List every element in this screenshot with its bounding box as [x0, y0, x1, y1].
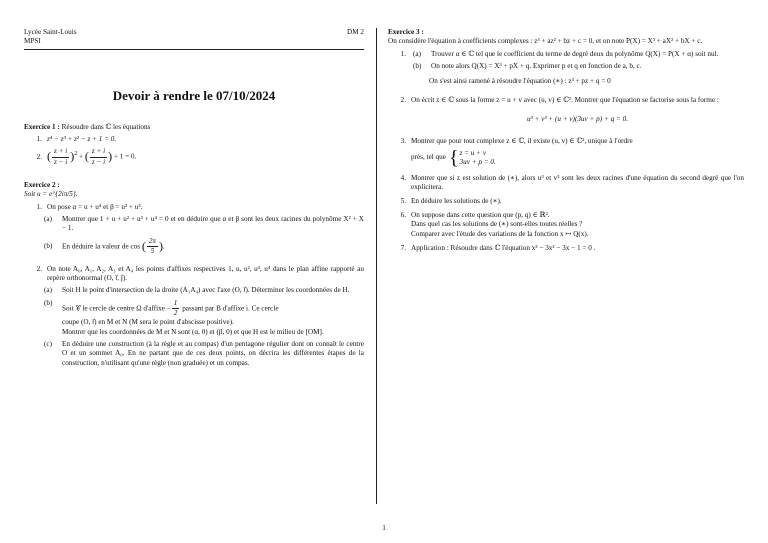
question-number: 7.	[400, 244, 406, 253]
exercise-3-question-2	[388, 96, 744, 131]
subquestion-text: On note alors Q(X) = X³ + pX + q. Exprimer p et q en fonction de a, b, c.	[431, 62, 642, 71]
subquestion-text-line-1: Soit 𝒞 le cercle de centre Ω d'affixe −	[62, 304, 171, 313]
school-name: Lycée Saint-Louis	[24, 28, 77, 36]
question-number: 4.	[400, 173, 406, 182]
left-column	[24, 28, 364, 368]
question-text: Montrer que si z est solution de (∗), alors u³ et v³ sont les deux racines d'une équation du second degré que l'on explicitera.	[411, 173, 744, 192]
system-line-2: 3uv + p = 0.	[459, 157, 496, 166]
exercise-3-question-1-note: On s'est ainsi ramené à résoudre l'équation (∗) : z³ + pz + q = 0	[429, 77, 611, 86]
exercise-3-question-3	[388, 137, 744, 168]
subquestion-text: Montrer que 1 + u + u² + u³ + u⁴ = 0 et en déduire que α et β sont les deux racines du polynôme X² + X − 1.	[62, 215, 364, 233]
exercise-1-question-1	[24, 135, 364, 144]
subquestion-text-line-1b: passant par B d'affixe i. Ce cercle	[182, 304, 279, 313]
exercise-2-question-2c	[42, 340, 364, 368]
question-number: 2.	[36, 264, 42, 273]
question-text-line-2: Dans quel cas les solutions de (∗) sont-elles toutes réelles ?	[411, 220, 583, 229]
exercise-1-heading: Exercice 1 :	[24, 122, 60, 131]
fraction-denominator: z − i	[91, 157, 106, 166]
fraction-numerator: 1	[172, 299, 180, 309]
exercise-2-question-1b: (b) En déduire la valeur de cos ( $\frac{2\pi}{5}$ ).	[44, 236, 165, 256]
subquestion-label: (b)	[44, 298, 53, 307]
fraction-numerator: 2π	[147, 237, 158, 247]
exercise-3-question-5	[388, 197, 744, 206]
exercise-1-intro: Résoudre dans ℂ les équations	[61, 122, 151, 131]
exercise-3-question-4	[388, 174, 744, 193]
dm-label: DM 2	[347, 28, 364, 36]
subquestion-label: (a)	[44, 215, 52, 224]
header-row-1	[24, 28, 364, 37]
exercise-3-question-1	[388, 50, 744, 87]
fraction	[147, 237, 158, 257]
exercise-3-question-1a	[411, 50, 744, 59]
page-title: Devoir à rendre le 07/10/2024	[112, 87, 276, 103]
system-line-1: z = u + v	[459, 148, 487, 157]
subquestion-label: (a)	[413, 49, 421, 58]
exercise-2-heading: Exercice 2 :	[24, 181, 60, 190]
exercise-2-question-2a	[42, 286, 364, 295]
fraction	[172, 299, 180, 319]
exercise-3-intro: On considère l'équation à coefficients complexes : z³ + az² + bz + c = 0, et on note P(X) = X³ + aX² + bX + c.	[388, 37, 703, 46]
fraction-denominator: 2	[173, 309, 178, 317]
brace-icon: {	[448, 146, 459, 169]
question-text: Application : Résoudre dans ℂ l'équation x³ − 3x² − 3x − 1 = 0 .	[411, 244, 596, 253]
subquestion-text-line-3: Montrer que les coordonnées de M et N sont (α, 0) et (β, 0) et que H est le milieu de [OM].	[62, 327, 324, 336]
subquestion-text-line-2: coupe (O, i⃗) en M et N (M sera le point d'abscisse positive).	[62, 318, 234, 327]
exercise-3-question-6	[388, 211, 744, 239]
exercise-2-question-2b	[42, 299, 364, 337]
subquestion-label: (b)	[44, 242, 53, 251]
exercise-2-question-2	[24, 265, 364, 284]
question-number: 3.	[400, 136, 406, 145]
fraction-numerator: z + i	[52, 147, 69, 157]
question-number: 2.	[400, 95, 406, 104]
subquestion-text: Soit H le point d'intersection de la droite (A₁A₄) avec l'axe (O, i⃗). Déterminer les coordonnées de H.	[62, 286, 350, 295]
exercise-1	[24, 123, 364, 167]
question-text-line-1: On suppose dans cette question que (p, q) ∈ ℝ².	[411, 210, 550, 219]
question-number: 5.	[400, 196, 406, 205]
fraction	[52, 147, 69, 167]
exercise-3-question-7	[388, 244, 744, 253]
exercise-1-question-2: 2. ( $\frac{z + i}{z - i}$ )$^2$ + ( $\frac{z + i}{z - i}$ ) + 1 = 0.	[24, 147, 364, 167]
question-number: 1.	[36, 134, 42, 143]
exercise-2	[24, 181, 364, 368]
right-column	[388, 28, 744, 253]
question-text: z⁴ − z³ + z² − z + 1 = 0.	[47, 134, 117, 143]
exercise-2-question-1	[24, 203, 364, 212]
question-text: On note A₀, A₁, A₂, A₃ et A₄ les points d'affixes respectives 1, u, u², u³, u⁴ dans le plan affine rapporté au repère orthonormal (O, i⃗, j⃗).	[47, 264, 364, 282]
question-number: 1.	[36, 202, 42, 211]
question-text: En déduire les solutions de (∗).	[411, 196, 502, 205]
displayed-equation: u³ + v³ + (u + v)(3uv + p) + q = 0.	[526, 115, 629, 124]
exercise-3-question-1b	[411, 62, 744, 71]
fraction-denominator: 5	[150, 247, 155, 256]
subquestion-text: En déduire une construction (à la règle et au compas) d'un pentagone régulier dont on connaît le centre O et un sommet A₀. En ne partant que de ces deux points, on décrira les différentes étapes de la construction, n'utilisant qu'une règle (non graduée) et un compas.	[62, 340, 364, 367]
question-number: 2.	[36, 152, 42, 161]
fraction	[90, 147, 107, 167]
fraction-denominator: z − i	[54, 157, 68, 166]
question-text: On pose α = u + u⁴ et β = u² + u³.	[47, 202, 143, 211]
subquestion-text: Trouver α ∈ ℂ tel que le coefficient du terme de degré deux du polynôme Q(X) = P(X + α) soit nul.	[431, 49, 719, 58]
column-divider	[376, 28, 377, 504]
question-tail: + 1 = 0.	[113, 152, 137, 161]
question-text-line-1: Montrer que pour tout complexe z ∈ ℂ, il existe (u, v) ∈ ℂ², unique à l'ordre	[411, 136, 633, 145]
subquestion-text: En déduire la valeur de cos	[62, 242, 141, 251]
question-text-line-2: près, tel que	[411, 153, 446, 162]
exercise-2-intro: Soit u = e^{2iπ/5}.	[24, 190, 78, 199]
page-number: 1	[382, 524, 386, 532]
exercise-2-question-1a	[42, 215, 364, 234]
subquestion-label: (b)	[413, 62, 422, 71]
subquestion-label: (a)	[44, 286, 52, 295]
exercise-3-heading: Exercice 3 :	[388, 28, 424, 36]
question-number: 6.	[400, 210, 406, 219]
question-text: On écrit z ∈ ℂ sous la forme z = u + v avec (u, v) ∈ ℂ². Montrer que l'équation se factorise sous la forme :	[411, 95, 719, 104]
subquestion-label: (c)	[44, 340, 52, 349]
class-name: MPSI	[24, 37, 41, 46]
system-of-equations	[460, 149, 496, 168]
question-text-line-3: Comparer avec l'étude des variations de la fonction x ↦ Q(x).	[411, 229, 589, 238]
question-number: 1.	[400, 49, 406, 58]
header-rule	[24, 49, 364, 50]
fraction-numerator: z + i	[90, 147, 107, 157]
